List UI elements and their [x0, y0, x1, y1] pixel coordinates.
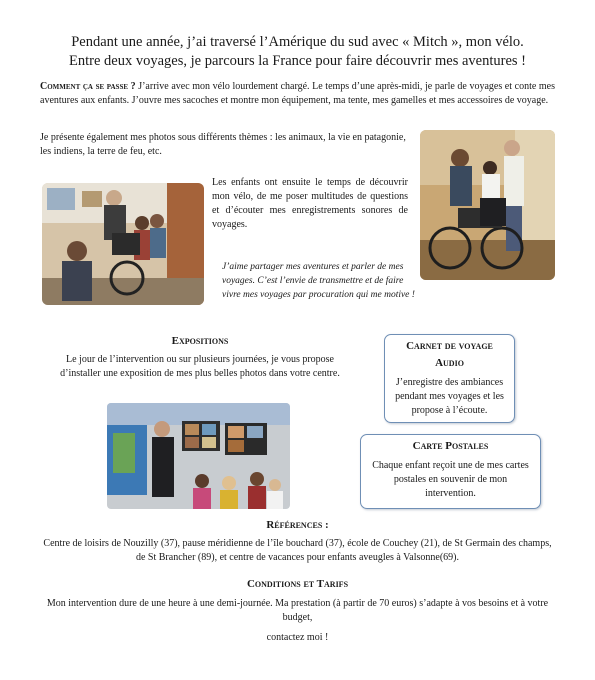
conditions-text: Mon intervention dure de une heure à une demi-journée. Ma prestation (à partir de 70 euros) s’adapte à vos besoins et à votre budget, [46, 598, 549, 623]
headline-line-2: Entre deux voyages, je parcours la France pour faire découvrir mes aventures ! [69, 53, 526, 69]
headline-line-1: Pendant une année, j’ai traversé l’Amérique du sud avec « Mitch », mon vélo. [71, 34, 524, 50]
how-it-works-text: J’arrive avec mon vélo lourdement chargé. Le temps d’une après-midi, je parle de voyages et conte mes aventures aux enfants. J’ouvre mes sacoches et montre mon équipement, ma tente, mes gamelles et mes accessoires de voyage. [40, 81, 555, 106]
audio-travel-journal-box [384, 334, 515, 423]
bike-demo-photo [420, 130, 555, 280]
photo-themes-paragraph: Je présente également mes photos sous différents thèmes : les animaux, la vie en patagonie, les indiens, la terre de feu, etc. [40, 132, 406, 157]
postcards-text: Chaque enfant reçoit une de mes cartes postales en souvenir de mon intervention. [372, 460, 529, 499]
expositions-title: Expositions [171, 335, 229, 347]
postcards-title: Carte Postales [412, 440, 489, 452]
contact-text: contactez moi ! [266, 632, 329, 643]
audio-journal-title-line-2: Audio [435, 357, 464, 369]
children-discover-paragraph: Les enfants ont ensuite le temps de découvrir mon vélo, de me poser multitudes de questions et d’écouter mes enregistrements sonores de voyages. [212, 177, 408, 230]
expositions-section [55, 333, 345, 381]
headline [30, 33, 565, 71]
conditions-title: Conditions et Tarifs [246, 578, 349, 590]
expositions-text: Le jour de l’intervention ou sur plusieurs journées, je vous propose d’installer une exposition de mes plus belles photos dans votre centre. [60, 354, 340, 379]
postcards-box [360, 434, 541, 509]
motivation-quote: J’aime partager mes aventures et parler de mes voyages. C’est l’envie de transmettre et de faire vivre mes voyages par procuration qui me motive ! [222, 262, 415, 300]
exhibition-photo [107, 403, 290, 509]
how-it-works-paragraph [40, 80, 555, 108]
references-title: Références : [266, 519, 329, 531]
children-with-bike-photo [42, 183, 204, 305]
audio-journal-title-line-1: Carnet de voyage [406, 340, 493, 352]
how-it-works-title: Comment ça se passe ? [40, 81, 136, 92]
audio-journal-text: J’enregistre des ambiances pendant mes voyages et les propose à l’écoute. [395, 377, 504, 416]
references-text: Centre de loisirs de Nouzilly (37), pause méridienne de l’île bouchard (37), école de Couchey (21), de St Germain des champs, de St Brancher (89), et centre de vacances pour enfants aveugles à Valsonne(69). [43, 538, 552, 563]
